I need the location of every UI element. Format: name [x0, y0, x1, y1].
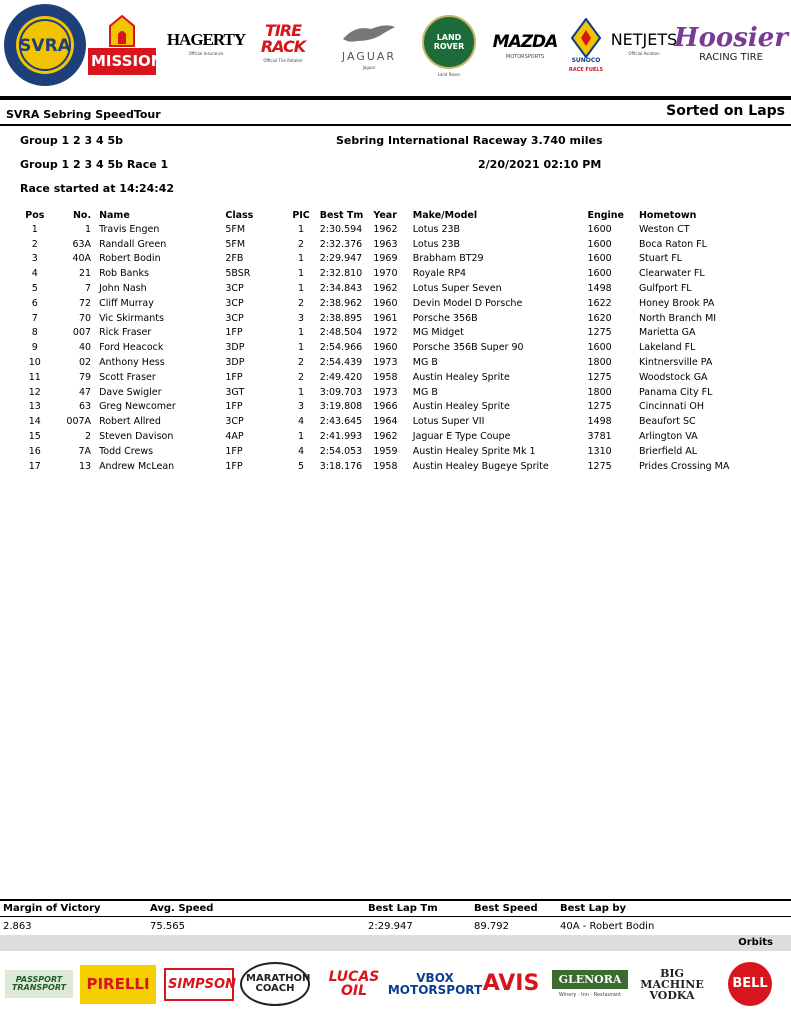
jaguar-tagline: Jaguar	[362, 64, 376, 70]
netjets-logo-text: NETJETS	[610, 30, 678, 49]
cell-pos: 5	[31, 283, 38, 295]
hoosier-logo-text: Hoosier	[674, 23, 789, 53]
cell-name: Rick Fraser	[99, 327, 152, 339]
cell-pos: 11	[28, 371, 41, 383]
cell-number: 7	[85, 283, 92, 295]
cell-name: Travis Engen	[99, 223, 160, 235]
cell-number: 007	[72, 327, 92, 339]
cell-engine: 1498	[587, 416, 612, 428]
cell-make-model: Austin Healey Bugeye Sprite	[412, 460, 549, 472]
cell-number: 63A	[72, 238, 92, 250]
event-title: SVRA Sebring SpeedTour	[6, 108, 161, 121]
cell-hometown: Cincinnati OH	[638, 401, 704, 413]
cell-year: 1963	[373, 238, 398, 250]
mission-bell-icon	[102, 14, 142, 48]
subheader-rule	[0, 124, 791, 126]
cell-number: 79	[78, 371, 92, 383]
jaguar-logo	[334, 8, 404, 78]
cell-number: 007A	[66, 416, 92, 428]
avis-logo-text: AVIS	[482, 971, 540, 996]
marathon-logo	[240, 956, 310, 1012]
results-body	[20, 222, 760, 474]
cell-best-time: 2:48.504	[319, 327, 363, 339]
cell-year: 1960	[373, 297, 398, 309]
cell-class: 1FP	[225, 445, 243, 457]
cell-engine: 1600	[587, 238, 612, 250]
table-row	[20, 459, 760, 474]
cell-pos: 9	[31, 342, 38, 354]
cell-make-model: Porsche 356B	[412, 312, 478, 324]
cell-hometown: Brierfield AL	[638, 445, 698, 457]
cell-name: Vic Skirmants	[99, 312, 164, 324]
cell-best-time: 2:41.993	[319, 431, 363, 443]
cell-pic: 1	[298, 253, 305, 265]
table-row	[20, 252, 760, 267]
cell-name: Rob Banks	[99, 268, 149, 280]
cell-pic: 1	[298, 342, 305, 354]
cell-number: 47	[78, 386, 92, 398]
table-row	[20, 222, 760, 237]
sunoco-logo-text: SUNOCO	[571, 56, 601, 64]
cell-make-model: Brabham BT29	[412, 253, 484, 265]
cell-pic: 4	[298, 416, 305, 428]
cell-pos: 16	[28, 445, 41, 457]
cell-number: 13	[78, 460, 92, 472]
cell-engine: 1620	[587, 312, 612, 324]
landrover-logo	[416, 8, 482, 84]
cell-name: Robert Allred	[99, 416, 161, 428]
cell-number: 40	[78, 342, 92, 354]
cell-class: 3DP	[225, 342, 245, 354]
cell-pos: 3	[31, 253, 38, 265]
orbits-label: Orbits	[738, 937, 773, 948]
cell-make-model: MG Midget	[412, 327, 464, 339]
col-make-model: Make/Model	[412, 209, 478, 221]
cell-hometown: Honey Brook PA	[638, 297, 715, 309]
cell-year: 1959	[373, 445, 398, 457]
results-header-row	[20, 208, 760, 222]
cell-name: Scott Fraser	[99, 371, 156, 383]
passport-logo	[4, 956, 74, 1012]
cell-class: 5FM	[225, 223, 246, 235]
best-lap-tm-value: 2:29.947	[368, 921, 413, 932]
hagerty-tagline: Official Insurance	[188, 50, 224, 56]
mazda-tagline: MOTORSPORTS	[505, 54, 545, 60]
race-start-label: Race started at 14:24:42	[20, 182, 175, 195]
session-datetime: 2/20/2021 02:10 PM	[478, 158, 602, 171]
table-row	[20, 444, 760, 459]
cell-make-model: Porsche 356B Super 90	[412, 342, 524, 354]
cell-make-model: Austin Healey Sprite	[412, 401, 510, 413]
cell-best-time: 2:34.843	[319, 283, 363, 295]
bigmachine-logo	[632, 956, 712, 1012]
table-row	[20, 370, 760, 385]
col-class: Class	[225, 209, 254, 221]
cell-hometown: Arlington VA	[638, 431, 698, 443]
cell-engine: 1800	[587, 386, 612, 398]
cell-class: 3CP	[225, 416, 244, 428]
table-row	[20, 340, 760, 355]
cell-best-time: 2:30.594	[319, 223, 363, 235]
cell-make-model: Lotus 23B	[412, 223, 461, 235]
table-row	[20, 296, 760, 311]
cell-pos: 13	[28, 401, 41, 413]
cell-class: 3CP	[225, 312, 244, 324]
cell-hometown: North Branch MI	[638, 312, 717, 324]
cell-name: Andrew McLean	[99, 460, 175, 472]
cell-year: 1961	[373, 312, 398, 324]
session-label: Group 1 2 3 4 5b Race 1	[20, 158, 169, 171]
cell-hometown: Gulfport FL	[638, 283, 692, 295]
cell-pos: 8	[31, 327, 38, 339]
sunoco-tagline: RACE FUELS	[568, 66, 604, 73]
table-row	[20, 414, 760, 429]
cell-hometown: Kintnersville PA	[638, 357, 713, 369]
cell-pic: 1	[298, 386, 305, 398]
cell-engine: 3781	[587, 431, 612, 443]
avg-speed-label: Avg. Speed	[150, 903, 214, 914]
cell-class: 4AP	[225, 431, 244, 443]
cell-pos: 1	[31, 223, 38, 235]
cell-class: 3DP	[225, 357, 245, 369]
pirelli-logo	[80, 956, 156, 1012]
best-lap-by-label: Best Lap by	[560, 903, 627, 914]
jaguar-logo-text: JAGUAR	[341, 49, 397, 63]
margin-label: Margin of Victory	[3, 903, 101, 914]
best-lap-tm-label: Best Lap Tm	[368, 903, 438, 914]
cell-number: 63	[78, 401, 92, 413]
table-row	[20, 326, 760, 341]
best-speed-label: Best Speed	[474, 903, 538, 914]
cell-year: 1960	[373, 342, 398, 354]
cell-hometown: Woodstock GA	[638, 371, 708, 383]
col-pos: Pos	[25, 209, 45, 221]
table-row	[20, 385, 760, 400]
cell-pos: 6	[31, 297, 38, 309]
cell-engine: 1275	[587, 327, 612, 339]
cell-pic: 2	[298, 357, 305, 369]
best-speed-value: 89.792	[474, 921, 509, 932]
cell-best-time: 2:43.645	[319, 416, 363, 428]
avis-logo	[476, 956, 546, 1012]
cell-number: 02	[78, 357, 92, 369]
lucas-logo-text: LUCAS OIL	[328, 969, 380, 999]
vbox-logo-text: VBOX MOTORSPORT	[387, 971, 483, 997]
pirelli-logo-text: PIRELLI	[80, 965, 156, 1004]
cell-make-model: Lotus Super VII	[412, 416, 485, 428]
cell-name: Todd Crews	[99, 445, 154, 457]
hagerty-logo	[166, 12, 246, 74]
cell-name: Steven Davison	[99, 431, 174, 443]
cell-engine: 1275	[587, 371, 612, 383]
bell-logo-text: BELL	[728, 962, 772, 1006]
cell-number: 2	[85, 431, 92, 443]
cell-year: 1969	[373, 253, 398, 265]
cell-make-model: Austin Healey Sprite	[412, 371, 510, 383]
cell-hometown: Panama City FL	[638, 386, 713, 398]
cell-best-time: 3:09.703	[319, 386, 363, 398]
cell-name: Ford Heacock	[99, 342, 164, 354]
tirerack-tagline: Official Tire Retailer	[263, 58, 303, 63]
cell-engine: 1275	[587, 401, 612, 413]
cell-engine: 1310	[587, 445, 612, 457]
cell-class: 1FP	[225, 371, 243, 383]
vbox-logo	[387, 956, 483, 1012]
cell-pos: 4	[31, 268, 38, 280]
col-name: Name	[99, 209, 130, 221]
cell-number: 40A	[72, 253, 92, 265]
hagerty-logo-text: HAGERTY	[166, 29, 246, 49]
cell-hometown: Boca Raton FL	[638, 238, 707, 250]
mission-logo-text: MISSION	[88, 48, 156, 75]
cell-year: 1964	[373, 416, 398, 428]
simpson-logo-text: SIMPSON	[164, 968, 234, 1001]
cell-year: 1973	[373, 386, 398, 398]
cell-name: Dave Swigler	[99, 386, 162, 398]
simpson-logo	[164, 956, 234, 1012]
cell-best-time: 2:54.053	[319, 445, 363, 457]
bigmachine-logo-text: BIG MACHINE VODKA	[640, 966, 704, 1002]
cell-hometown: Marietta GA	[638, 327, 696, 339]
avg-speed-value: 75.565	[150, 921, 185, 932]
table-row	[20, 266, 760, 281]
col-best-time: Best Tm	[319, 209, 364, 221]
tirerack-logo	[248, 12, 318, 74]
header-rule	[0, 96, 791, 100]
cell-year: 1962	[373, 283, 398, 295]
cell-best-time: 2:54.439	[319, 357, 363, 369]
cell-pic: 2	[298, 238, 305, 250]
glenora-tagline: Winery · Inn · Restaurant	[558, 992, 622, 998]
cell-pos: 7	[31, 312, 38, 324]
margin-value: 2.863	[3, 921, 32, 932]
cell-best-time: 2:38.895	[319, 312, 363, 324]
cell-pic: 3	[298, 312, 305, 324]
cell-pic: 2	[298, 297, 305, 309]
table-row	[20, 311, 760, 326]
cell-pic: 1	[298, 268, 305, 280]
cell-year: 1972	[373, 327, 398, 339]
cell-best-time: 2:32.376	[319, 238, 363, 250]
cell-number: 1	[85, 223, 92, 235]
group-label: Group 1 2 3 4 5b	[20, 134, 124, 147]
cell-name: Greg Newcomer	[99, 401, 176, 413]
cell-make-model: Jaguar E Type Coupe	[412, 431, 511, 443]
cell-year: 1966	[373, 401, 398, 413]
col-pic: PIC	[292, 209, 310, 221]
glenora-logo-text: GLENORA	[552, 970, 628, 989]
cell-engine: 1600	[587, 223, 612, 235]
cell-class: 3CP	[225, 297, 244, 309]
cell-year: 1962	[373, 431, 398, 443]
cell-pic: 5	[298, 460, 305, 472]
sunoco-diamond-icon	[571, 18, 601, 58]
mazda-logo-text: MAZDA	[492, 32, 558, 52]
table-row	[20, 429, 760, 444]
cell-make-model: Royale RP4	[412, 268, 467, 280]
cell-name: Randall Green	[99, 238, 167, 250]
cell-year: 1962	[373, 223, 398, 235]
cell-engine: 1622	[587, 297, 612, 309]
svra-logo-text: SVRA	[19, 36, 71, 56]
lucas-logo	[316, 956, 392, 1012]
cell-pic: 1	[298, 431, 305, 443]
marathon-logo-text: MARATHON COACH	[240, 962, 310, 1006]
cell-pic: 1	[298, 283, 305, 295]
cell-best-time: 2:54.966	[319, 342, 363, 354]
tirerack-logo-text: TIRE RACK	[260, 21, 306, 56]
glenora-logo	[552, 954, 628, 1014]
cell-class: 2FB	[225, 253, 244, 265]
track-label: Sebring International Raceway 3.740 miles	[336, 134, 603, 147]
cell-best-time: 2:29.947	[319, 253, 363, 265]
hoosier-logo	[674, 4, 789, 84]
cell-pic: 3	[298, 401, 305, 413]
cell-make-model: Devin Model D Porsche	[412, 297, 523, 309]
footer-rule	[0, 899, 791, 901]
cell-best-time: 3:19.808	[319, 401, 363, 413]
netjets-logo	[610, 14, 678, 74]
cell-best-time: 3:18.176	[319, 460, 363, 472]
cell-hometown: Weston CT	[638, 223, 690, 235]
cell-name: Robert Bodin	[99, 253, 161, 265]
table-row	[20, 281, 760, 296]
cell-pos: 10	[28, 357, 41, 369]
cell-pos: 12	[28, 386, 41, 398]
sponsor-strip-bottom	[0, 952, 791, 1024]
bell-logo	[722, 956, 778, 1012]
cell-number: 7A	[78, 445, 92, 457]
cell-class: 5FM	[225, 238, 246, 250]
col-number: No.	[72, 209, 92, 221]
cell-make-model: Austin Healey Sprite Mk 1	[412, 445, 536, 457]
sort-label: Sorted on Laps	[666, 103, 785, 119]
cell-class: 1FP	[225, 460, 243, 472]
hoosier-tagline: RACING TIRE	[699, 52, 763, 63]
table-row	[20, 237, 760, 252]
cell-year: 1958	[373, 371, 398, 383]
cell-engine: 1800	[587, 357, 612, 369]
cell-best-time: 2:49.420	[319, 371, 363, 383]
table-row	[20, 355, 760, 370]
cell-name: John Nash	[99, 283, 147, 295]
cell-year: 1958	[373, 460, 398, 472]
mission-logo	[89, 6, 164, 82]
cell-class: 5BSR	[225, 268, 251, 280]
cell-pos: 15	[28, 431, 41, 443]
col-engine: Engine	[587, 209, 624, 221]
cell-engine: 1275	[587, 460, 612, 472]
cell-year: 1970	[373, 268, 398, 280]
cell-class: 3GT	[225, 386, 245, 398]
cell-pic: 1	[298, 223, 305, 235]
svra-logo	[2, 2, 88, 88]
cell-pos: 2	[31, 238, 38, 250]
landrover-tagline: Land Rover	[437, 72, 461, 77]
mazda-logo	[490, 14, 560, 80]
table-row	[20, 400, 760, 415]
cell-hometown: Prides Crossing MA	[638, 460, 730, 472]
cell-name: Cliff Murray	[99, 297, 154, 309]
cell-best-time: 2:38.962	[319, 297, 363, 309]
cell-number: 70	[78, 312, 92, 324]
cell-class: 3CP	[225, 283, 244, 295]
cell-pos: 17	[28, 460, 41, 472]
cell-engine: 1600	[587, 253, 612, 265]
cell-best-time: 2:32.810	[319, 268, 363, 280]
orbits-bar	[0, 935, 791, 951]
cell-make-model: Lotus 23B	[412, 238, 461, 250]
results-table	[20, 208, 760, 474]
cell-pic: 1	[298, 327, 305, 339]
cell-pic: 2	[298, 371, 305, 383]
cell-number: 21	[78, 268, 92, 280]
cell-engine: 1600	[587, 268, 612, 280]
cell-make-model: MG B	[412, 386, 438, 398]
landrover-oval-icon	[422, 15, 476, 69]
cell-class: 1FP	[225, 401, 243, 413]
sunoco-logo	[568, 6, 604, 84]
sponsor-strip-top	[0, 0, 791, 92]
cell-number: 72	[78, 297, 92, 309]
cell-engine: 1600	[587, 342, 612, 354]
best-lap-by-value: 40A - Robert Bodin	[560, 921, 655, 932]
cell-hometown: Stuart FL	[638, 253, 682, 265]
cell-hometown: Clearwater FL	[638, 268, 705, 280]
cell-engine: 1498	[587, 283, 612, 295]
cell-hometown: Beaufort SC	[638, 416, 696, 428]
passport-logo-text: PASSPORT TRANSPORT	[5, 970, 73, 998]
col-year: Year	[373, 209, 397, 221]
col-hometown: Hometown	[638, 209, 697, 221]
cell-make-model: Lotus Super Seven	[412, 283, 502, 295]
jaguar-leaper-icon	[341, 17, 397, 51]
cell-name: Anthony Hess	[99, 357, 165, 369]
cell-hometown: Lakeland FL	[638, 342, 696, 354]
cell-year: 1973	[373, 357, 398, 369]
footer-label-underline	[0, 916, 791, 917]
cell-pic: 4	[298, 445, 305, 457]
cell-make-model: MG B	[412, 357, 438, 369]
netjets-tagline: Official Aviation	[628, 51, 660, 56]
cell-class: 1FP	[225, 327, 243, 339]
cell-pos: 14	[28, 416, 41, 428]
landrover-logo-text: LAND ROVER	[433, 33, 465, 51]
